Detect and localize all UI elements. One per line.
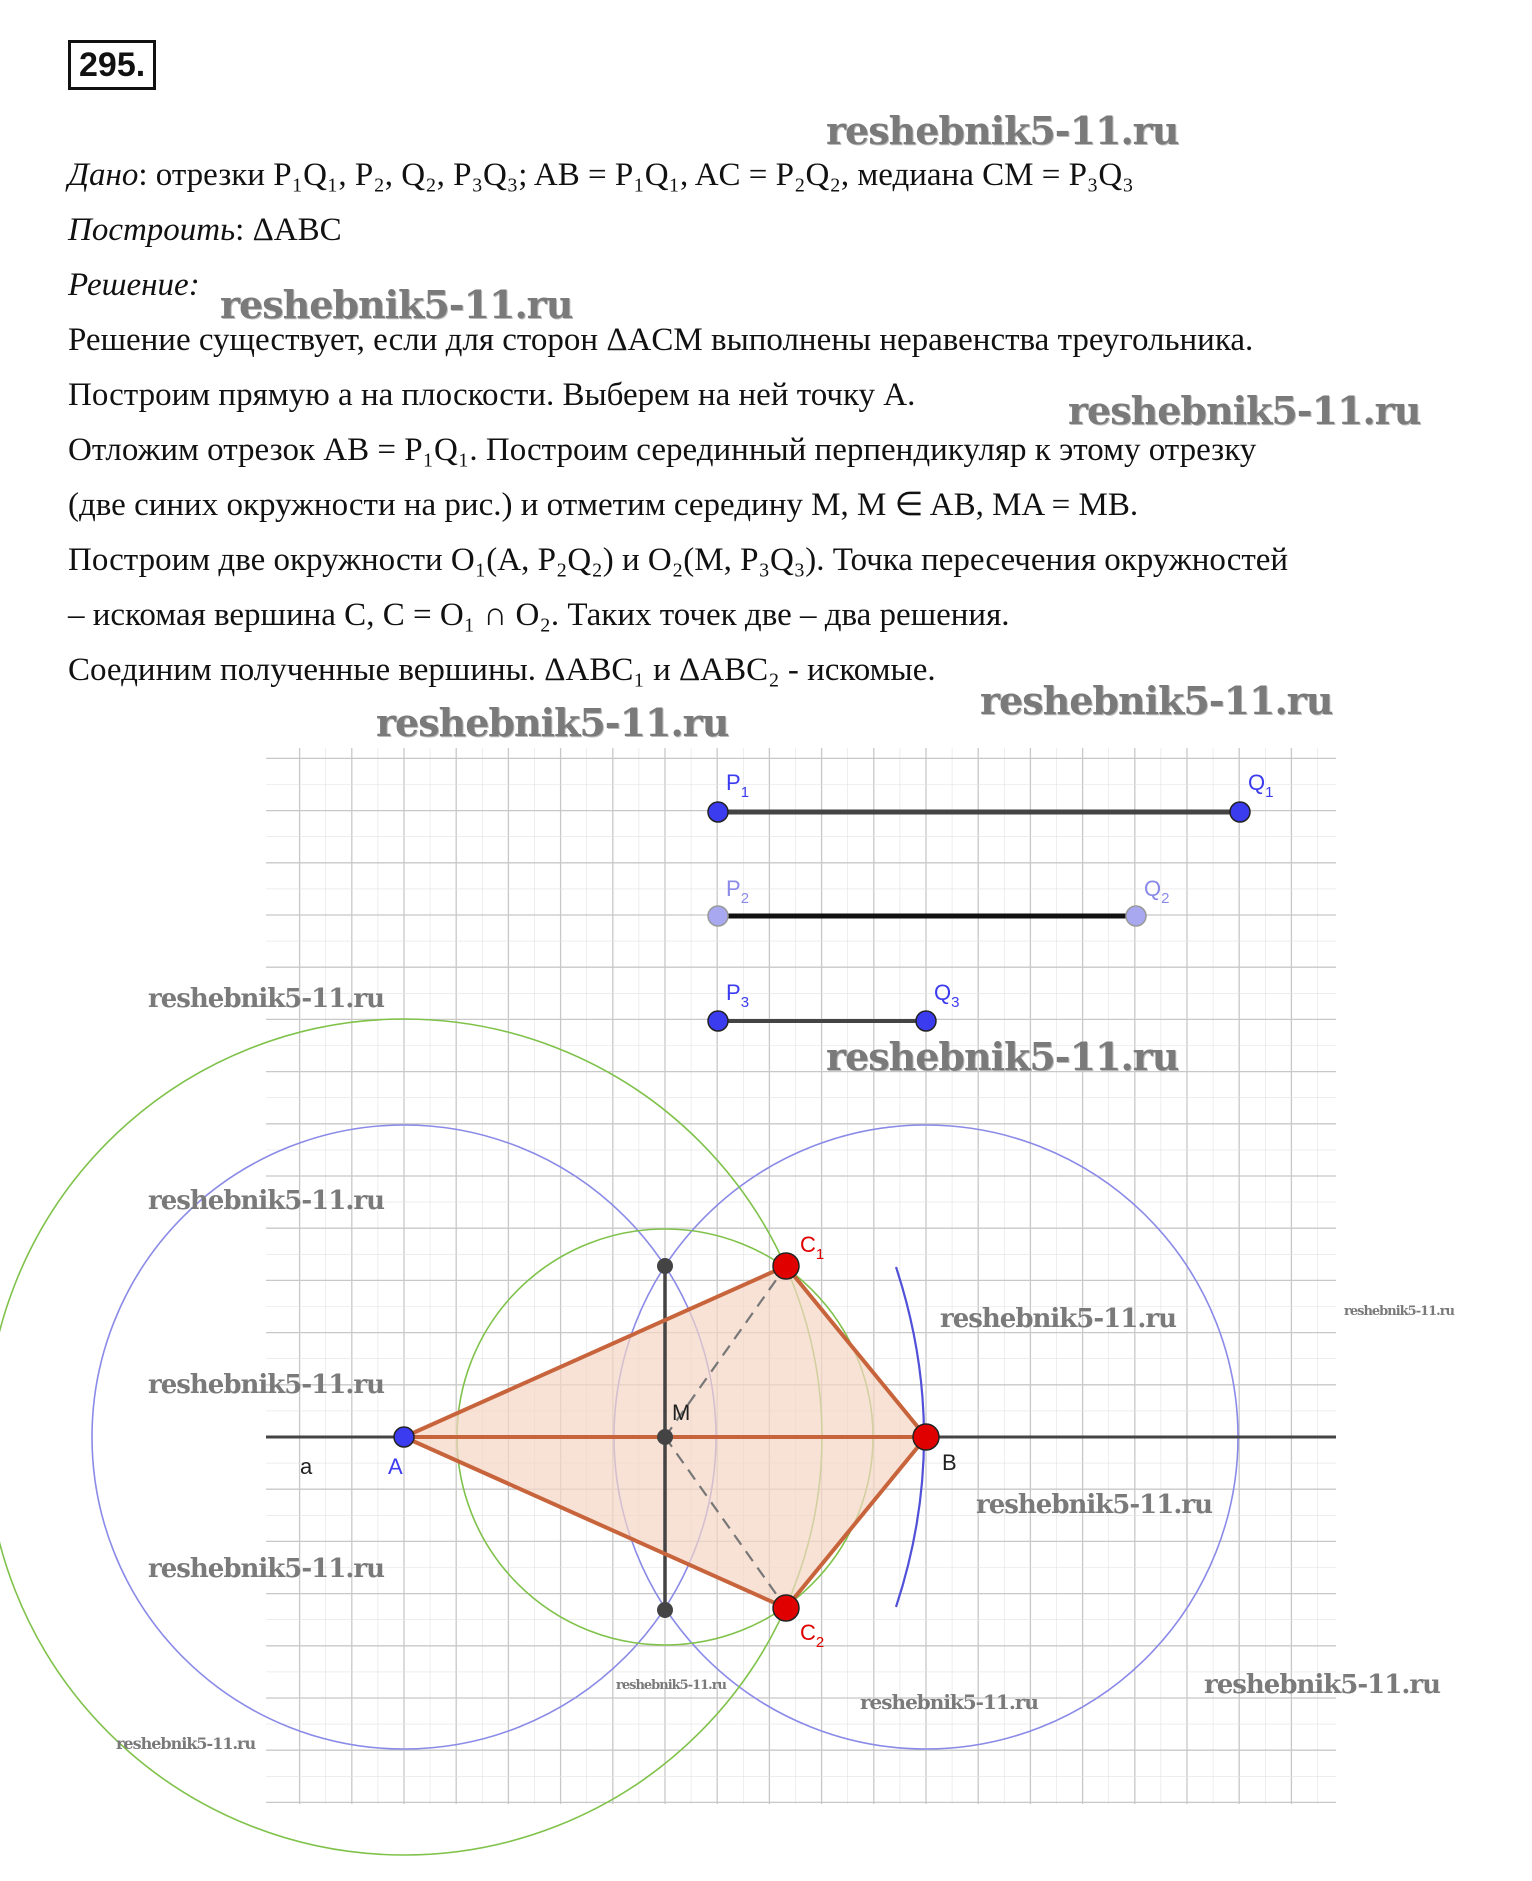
watermark: reshebnik5-11.ru [1068,388,1421,433]
label-p1: $P_1$ [726,770,750,801]
label-b: B [942,1450,957,1475]
point-b [913,1424,939,1450]
problem-number: 295. [68,40,156,90]
watermark: reshebnik5-11.ru [148,984,385,1014]
point-bisector-bottom [657,1602,673,1618]
watermark: reshebnik5-11.ru [860,1690,1038,1714]
watermark: reshebnik5-11.ru [148,1554,385,1584]
watermark: reshebnik5-11.ru [940,1304,1177,1334]
point-a [394,1427,414,1447]
label-p2: $P_2$ [726,876,750,907]
watermark: reshebnik5-11.ru [616,1678,727,1693]
label-q2: $Q_2$ [1144,876,1170,907]
point-bisector-top [657,1258,673,1274]
watermark: reshebnik5-11.ru [148,1370,385,1400]
label-c2: $C_2$ [800,1620,825,1651]
label-m: M [672,1400,691,1425]
label-p3: $P_3$ [726,980,750,1011]
given-label: Дано [68,157,139,193]
solution-colon: : [188,267,200,303]
point-m [657,1429,673,1445]
watermark: reshebnik5-11.ru [1344,1304,1455,1319]
point-p1 [708,802,728,822]
solution-line-1: Решение существует, если для сторон ΔACM выполнены неравенства треугольника. [68,322,1254,358]
point-p2 [708,906,728,926]
construct-body: : ΔABC [235,212,342,248]
label-q3: $Q_3$ [934,980,960,1011]
given-body: : отрезки P₁Q₁, P₂, Q₂, P₃Q₃; AB = P₁Q₁, AC = P₂Q₂, медиана CM = P₃Q₃ [138,157,1134,193]
grid [266,748,1336,1804]
watermark: reshebnik5-11.ru [1204,1670,1441,1700]
watermark: reshebnik5-11.ru [980,678,1333,723]
point-q2 [1126,906,1146,926]
watermark: reshebnik5-11.ru [826,1034,1179,1079]
point-c1 [773,1253,799,1279]
watermark: reshebnik5-11.ru [376,700,729,745]
watermark: reshebnik5-11.ru [220,282,573,327]
watermark: reshebnik5-11.ru [116,1734,256,1753]
point-c2 [773,1595,799,1621]
point-p3 [708,1011,728,1031]
label-line-a: a [300,1454,313,1479]
label-a: A [388,1454,403,1479]
solution-label: Решение [68,267,189,303]
watermark: reshebnik5-11.ru [976,1490,1213,1520]
point-q3 [916,1011,936,1031]
solution-line-7: Соединим полученные вершины. ΔABC₁ и ΔABC₂ - искомые. [68,652,936,688]
solution-line-3: Отложим отрезок AB = P₁Q₁. Построим серединный перпендикуляр к этому отрезку [68,432,1257,468]
solution-line-4: (две синих окружности на рис.) и отметим середину M, M ∈ AB, MA = MB. [68,487,1139,523]
solution-line-6: – искомая вершина C, C = O₁ ∩ O₂. Таких точек две – два решения. [68,597,1010,633]
label-c1: $C_1$ [800,1232,825,1263]
point-q1 [1230,802,1250,822]
watermark: reshebnik5-11.ru [148,1186,385,1216]
solution-line-5: Построим две окружности O₁(A, P₂Q₂) и O₂(M, P₃Q₃). Точка пересечения окружностей [68,542,1289,578]
watermark: reshebnik5-11.ru [826,108,1179,153]
solution-line-2: Построим прямую a на плоскости. Выберем на ней точку A. [68,377,916,413]
label-q1: $Q_1$ [1248,770,1274,801]
construct-label: Построить [68,212,236,248]
